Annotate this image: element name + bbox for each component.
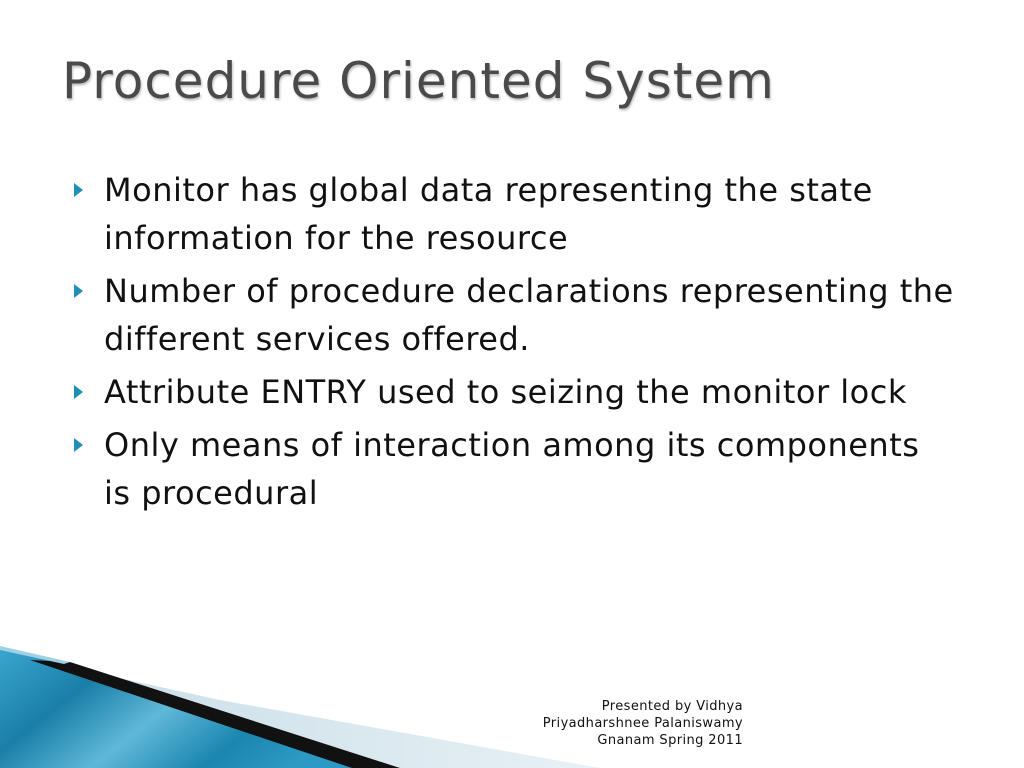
bullet-item xyxy=(74,166,954,262)
bullet-text: Monitor has global data representing the state information for the resource xyxy=(104,171,873,257)
bullet-item xyxy=(74,267,954,363)
bullet-list xyxy=(74,166,954,522)
presenter-credit xyxy=(543,698,743,749)
bullet-text: Attribute ENTRY used to seizing the monitor lock xyxy=(104,373,907,411)
triangle-bullet-icon xyxy=(74,438,83,452)
credit-line: Presented by Vidhya xyxy=(601,699,743,714)
triangle-bullet-icon xyxy=(74,284,83,298)
bullet-item xyxy=(74,368,954,416)
credit-line: Gnanam Spring 2011 xyxy=(597,733,743,748)
slide-title: Procedure Oriented System xyxy=(62,52,775,110)
credit-line: Priyadharshnee Palaniswamy xyxy=(542,716,743,731)
bullet-text: Number of procedure declarations representing the different services offered. xyxy=(104,272,954,358)
triangle-bullet-icon xyxy=(74,385,83,399)
bullet-text: Only means of interaction among its components is procedural xyxy=(104,426,920,512)
triangle-bullet-icon xyxy=(74,183,83,197)
bullet-item xyxy=(74,421,954,517)
